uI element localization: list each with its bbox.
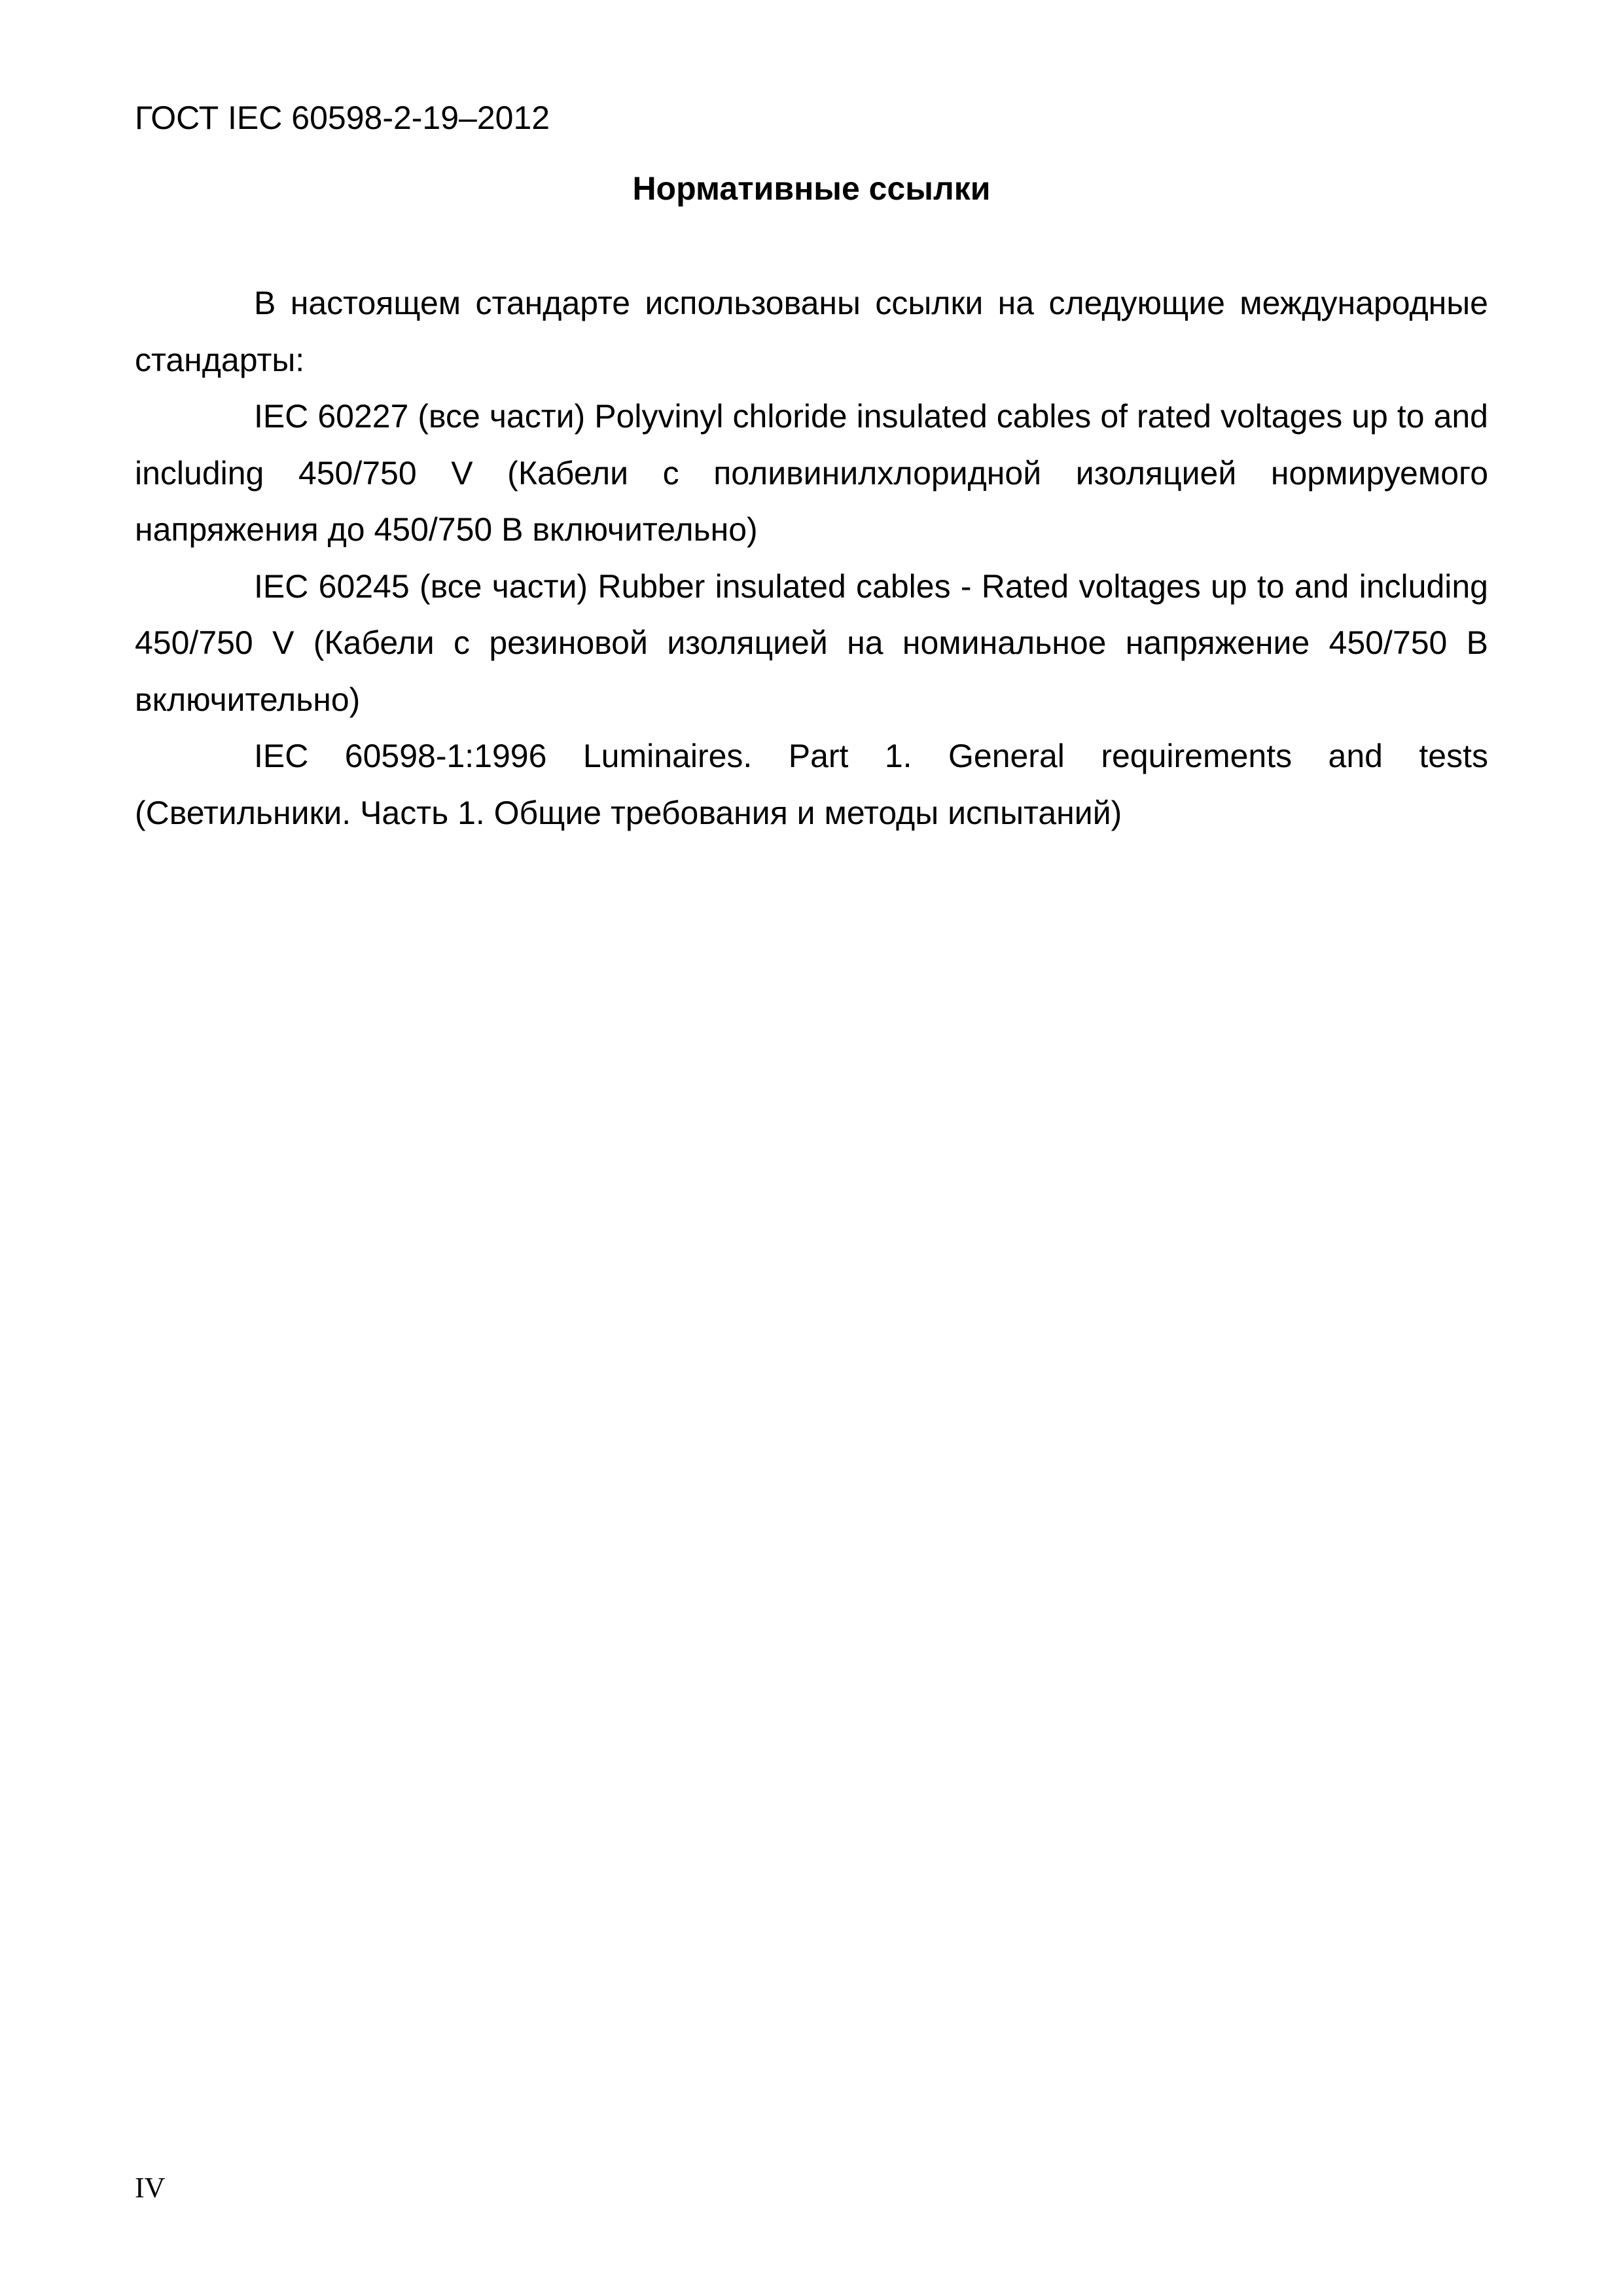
document-header: ГОСТ IEC 60598-2-19–2012: [135, 99, 550, 136]
reference-iec-60227: IEC 60227 (все части) Polyvinyl chloride insulated cables of rated voltages up to and including 450/750 V (Кабели с поливинилхлоридной изоляцией нормируемого напряжения до 450/750 В включительно): [135, 398, 1488, 548]
references-body: [135, 275, 1488, 841]
reference-iec-60598-1: IEC 60598-1:1996 Luminaires. Part 1. General requirements and tests (Светильники. Часть 1. Общие требования и методы испытаний): [135, 738, 1488, 831]
reference-iec-60245: IEC 60245 (все части) Rubber insulated cables - Rated voltages up to and including 450/750 V (Кабели с резиновой изоляцией на номинальное напряжение 450/750 В включительно): [135, 567, 1488, 718]
section-title: Нормативные ссылки: [632, 170, 991, 207]
intro-paragraph: В настоящем стандарте использованы ссылки на следующие международные стандарты:: [135, 285, 1488, 378]
page-number: IV: [135, 2172, 166, 2204]
